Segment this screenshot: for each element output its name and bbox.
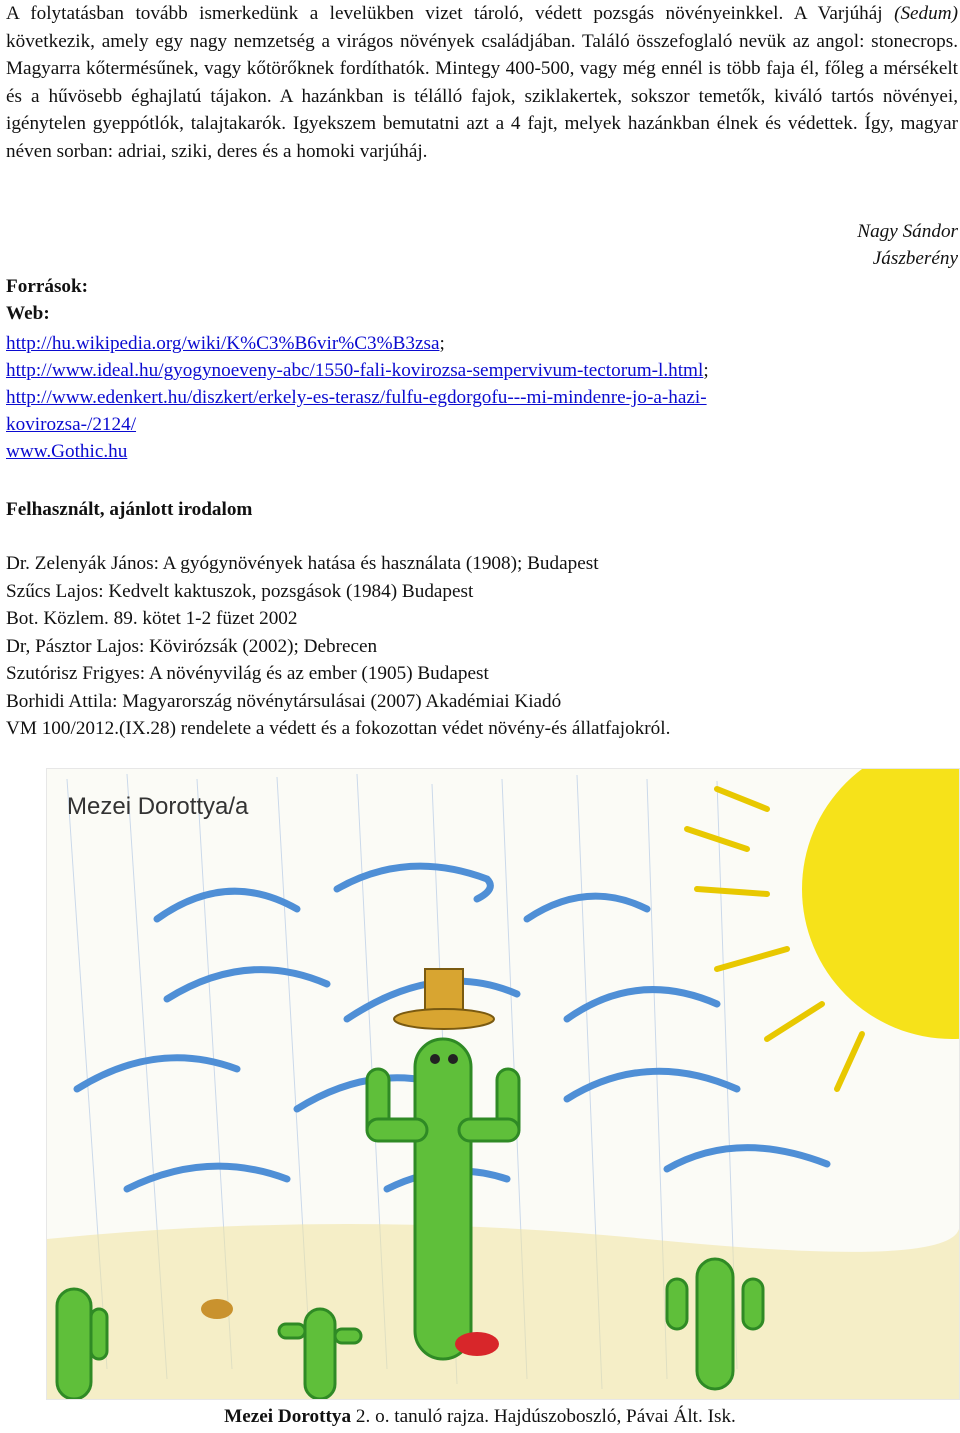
cactus-eye <box>448 1054 458 1064</box>
literature-item: Szutórisz Frigyes: A növényvilág és az ember (1905) Budapest <box>6 663 489 684</box>
link-row <box>6 384 936 411</box>
cactus-hat-brim <box>394 1009 494 1029</box>
author-place: Jászberény <box>872 248 958 269</box>
crab-shape <box>455 1332 499 1356</box>
literature-item: VM 100/2012.(IX.28) rendelete a védett és a fokozottan védet növény-és állatfajokról. <box>6 718 671 739</box>
link-edenkert-line1[interactable]: http://www.edenkert.hu/diszkert/erkely-es-terasz/fulfu-egdorgofu---mi-mindenre-jo-a-hazi- <box>6 387 707 408</box>
web-heading: Web: <box>6 303 50 324</box>
link-edenkert-line2[interactable]: kovirozsa-/2124/ <box>6 414 137 435</box>
caption-text: 2. o. tanuló rajza. Hajdúszoboszló, Pávai Ált. Isk. <box>351 1406 736 1427</box>
link-row <box>6 330 936 357</box>
link-row <box>6 357 936 384</box>
sources-heading: Források: <box>6 276 89 297</box>
intro-sedum-italic: (Sedum) <box>894 3 958 24</box>
drawing-caption <box>0 1404 960 1430</box>
author-name: Nagy Sándor <box>857 221 958 242</box>
link-row <box>6 411 936 438</box>
intro-text-2: következik, amely egy nagy nemzetség a virágos növények családjában. Találó összefoglaló nevük az angol: stonecrops. Magyarra kőtermésűnek, vagy kőtörőknek fordíthatók. Mintegy 400-500, vagy még ennél is több faja él, főleg a mérsékelt és a hűvösebb éghajlatú tájakon. A hazánkban is télálló fajok, sziklakertek, sokszor temetők, kiváló tartós növényei, igénytelen gyeppótlók, talajtakarók. Igyekszem bemutatni azt a 4 fajt, melyek hazánkban élnek és védettek. Így, magyar néven sorban: adriai, sziki, deres és a homoki varjúháj. <box>6 30 958 162</box>
child-drawing <box>46 768 960 1400</box>
link-separator: ; <box>439 333 445 354</box>
literature-item: Borhidi Attila: Magyarország növénytársulásai (2007) Akadémiai Kiadó <box>6 690 562 712</box>
link-ideal[interactable]: http://www.ideal.hu/gyogynoeveny-abc/1550-fali-kovirozsa-sempervivum-tectorum-l.html <box>6 360 704 381</box>
link-gothic[interactable]: www.Gothic.hu <box>6 441 128 462</box>
literature-item: Szűcs Lajos: Kedvelt kaktuszok, pozsgások (1984) Budapest <box>6 580 474 602</box>
link-separator: ; <box>703 360 709 381</box>
literature-heading: Felhasznált, ajánlott irodalom <box>6 499 253 520</box>
literature-list <box>6 550 946 743</box>
caption-author: Mezei Dorottya <box>224 1406 352 1427</box>
literature-item: Dr. Zelenyák János: A gyógynövények hatása és használata (1908); Budapest <box>6 553 599 574</box>
desert-animal <box>201 1299 233 1319</box>
web-links-list <box>6 330 936 465</box>
drawing-canvas <box>47 769 959 1399</box>
link-row <box>6 438 936 465</box>
intro-paragraph <box>6 0 958 165</box>
intro-text-1: A folytatásban tovább ismerkedünk a levelükben vizet tároló, védett pozsgás növényeinkkel. A Varjúháj <box>6 3 895 24</box>
literature-item: Dr, Pásztor Lajos: Kövirózsák (2002); Debrecen <box>6 635 378 657</box>
author-signature <box>857 218 958 272</box>
literature-item: Bot. Közlem. 89. kötet 1-2 füzet 2002 <box>6 608 298 629</box>
cactus-eye <box>430 1054 440 1064</box>
link-wikipedia[interactable]: http://hu.wikipedia.org/wiki/K%C3%B6vir%C3%B3zsa <box>6 333 440 354</box>
drawing-signature: Mezei Dorottya/a <box>67 793 249 820</box>
